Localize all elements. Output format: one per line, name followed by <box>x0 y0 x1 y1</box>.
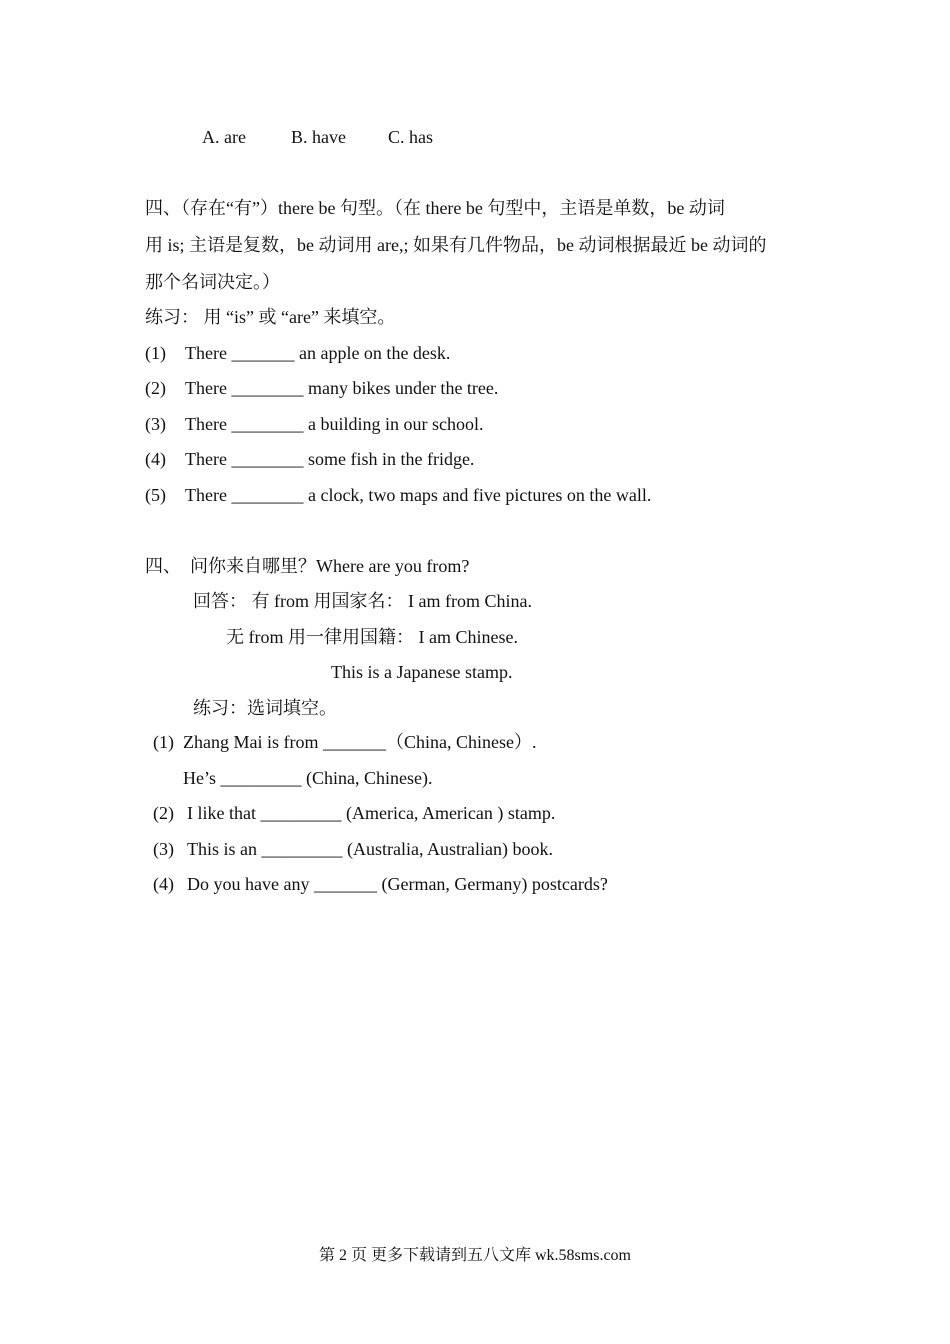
item-text: I like that _________ (America, American ) stamp. <box>187 803 556 823</box>
item-text: There ________ a building in our school. <box>185 414 484 434</box>
where-from-item-3 <box>153 837 553 861</box>
item-text: There ________ a clock, two maps and five pictures on the wall. <box>185 485 652 505</box>
item-number: (3) <box>145 414 166 434</box>
where-from-practice-label: 练习：选词填空。 <box>193 698 337 718</box>
there-be-item-2 <box>145 376 498 400</box>
item-text: There ________ some fish in the fridge. <box>185 449 475 469</box>
item-number: (4) <box>145 449 166 469</box>
there-be-item-4 <box>145 447 474 471</box>
item-text: There _______ an apple on the desk. <box>185 343 451 363</box>
where-from-answer-line2: 无 from 用一律用国籍： I am Chinese. <box>226 627 518 647</box>
item-text: There ________ many bikes under the tree. <box>185 378 499 398</box>
there-be-heading-line1: 四、（存在“有”）there be 句型。（在 there be 句型中，主语是单数，be 动词 <box>145 198 725 218</box>
there-be-heading-line3: 那个名词决定。） <box>145 272 280 292</box>
item-number: (1) <box>153 732 174 752</box>
where-from-answer-line1: 回答： 有 from 用国家名： I am from China. <box>193 591 532 611</box>
there-be-item-3 <box>145 412 483 436</box>
item-number: (1) <box>145 343 166 363</box>
item-number: (2) <box>145 378 166 398</box>
option-b: B. have <box>291 127 346 147</box>
where-from-item-2 <box>153 801 555 825</box>
page-footer: 第 2 页 更多下载请到五八文库 wk.58sms.com <box>318 1247 631 1264</box>
option-c: C. has <box>388 127 433 147</box>
item-text: This is an _________ (Australia, Australian) book. <box>187 839 553 859</box>
option-a: A. are <box>202 127 246 147</box>
there-be-heading-line2: 用 is; 主语是复数，be 动词用 are,; 如果有几件物品，be 动词根据最近 be 动词的 <box>145 235 767 255</box>
where-from-answer-line3: This is a Japanese stamp. <box>331 662 513 682</box>
item-text: Zhang Mai is from _______（China, Chinese）. <box>183 732 537 752</box>
where-from-item-4 <box>153 872 608 896</box>
where-from-item-1 <box>153 730 536 754</box>
where-from-item-1b <box>183 766 432 790</box>
item-text: Do you have any _______ (German, Germany) postcards? <box>187 874 608 894</box>
there-be-item-5 <box>145 483 651 507</box>
answer-options <box>202 125 433 149</box>
there-be-item-1 <box>145 341 450 365</box>
item-number: (2) <box>153 803 174 823</box>
item-number: (5) <box>145 485 166 505</box>
item-number: (4) <box>153 874 174 894</box>
there-be-practice-label: 练习： 用 “is” 或 “are” 来填空。 <box>145 307 396 327</box>
item-number: (3) <box>153 839 174 859</box>
item-text: He’s _________ (China, Chinese). <box>183 768 433 788</box>
where-from-heading: 四、 问你来自哪里？Where are you from? <box>145 556 470 576</box>
